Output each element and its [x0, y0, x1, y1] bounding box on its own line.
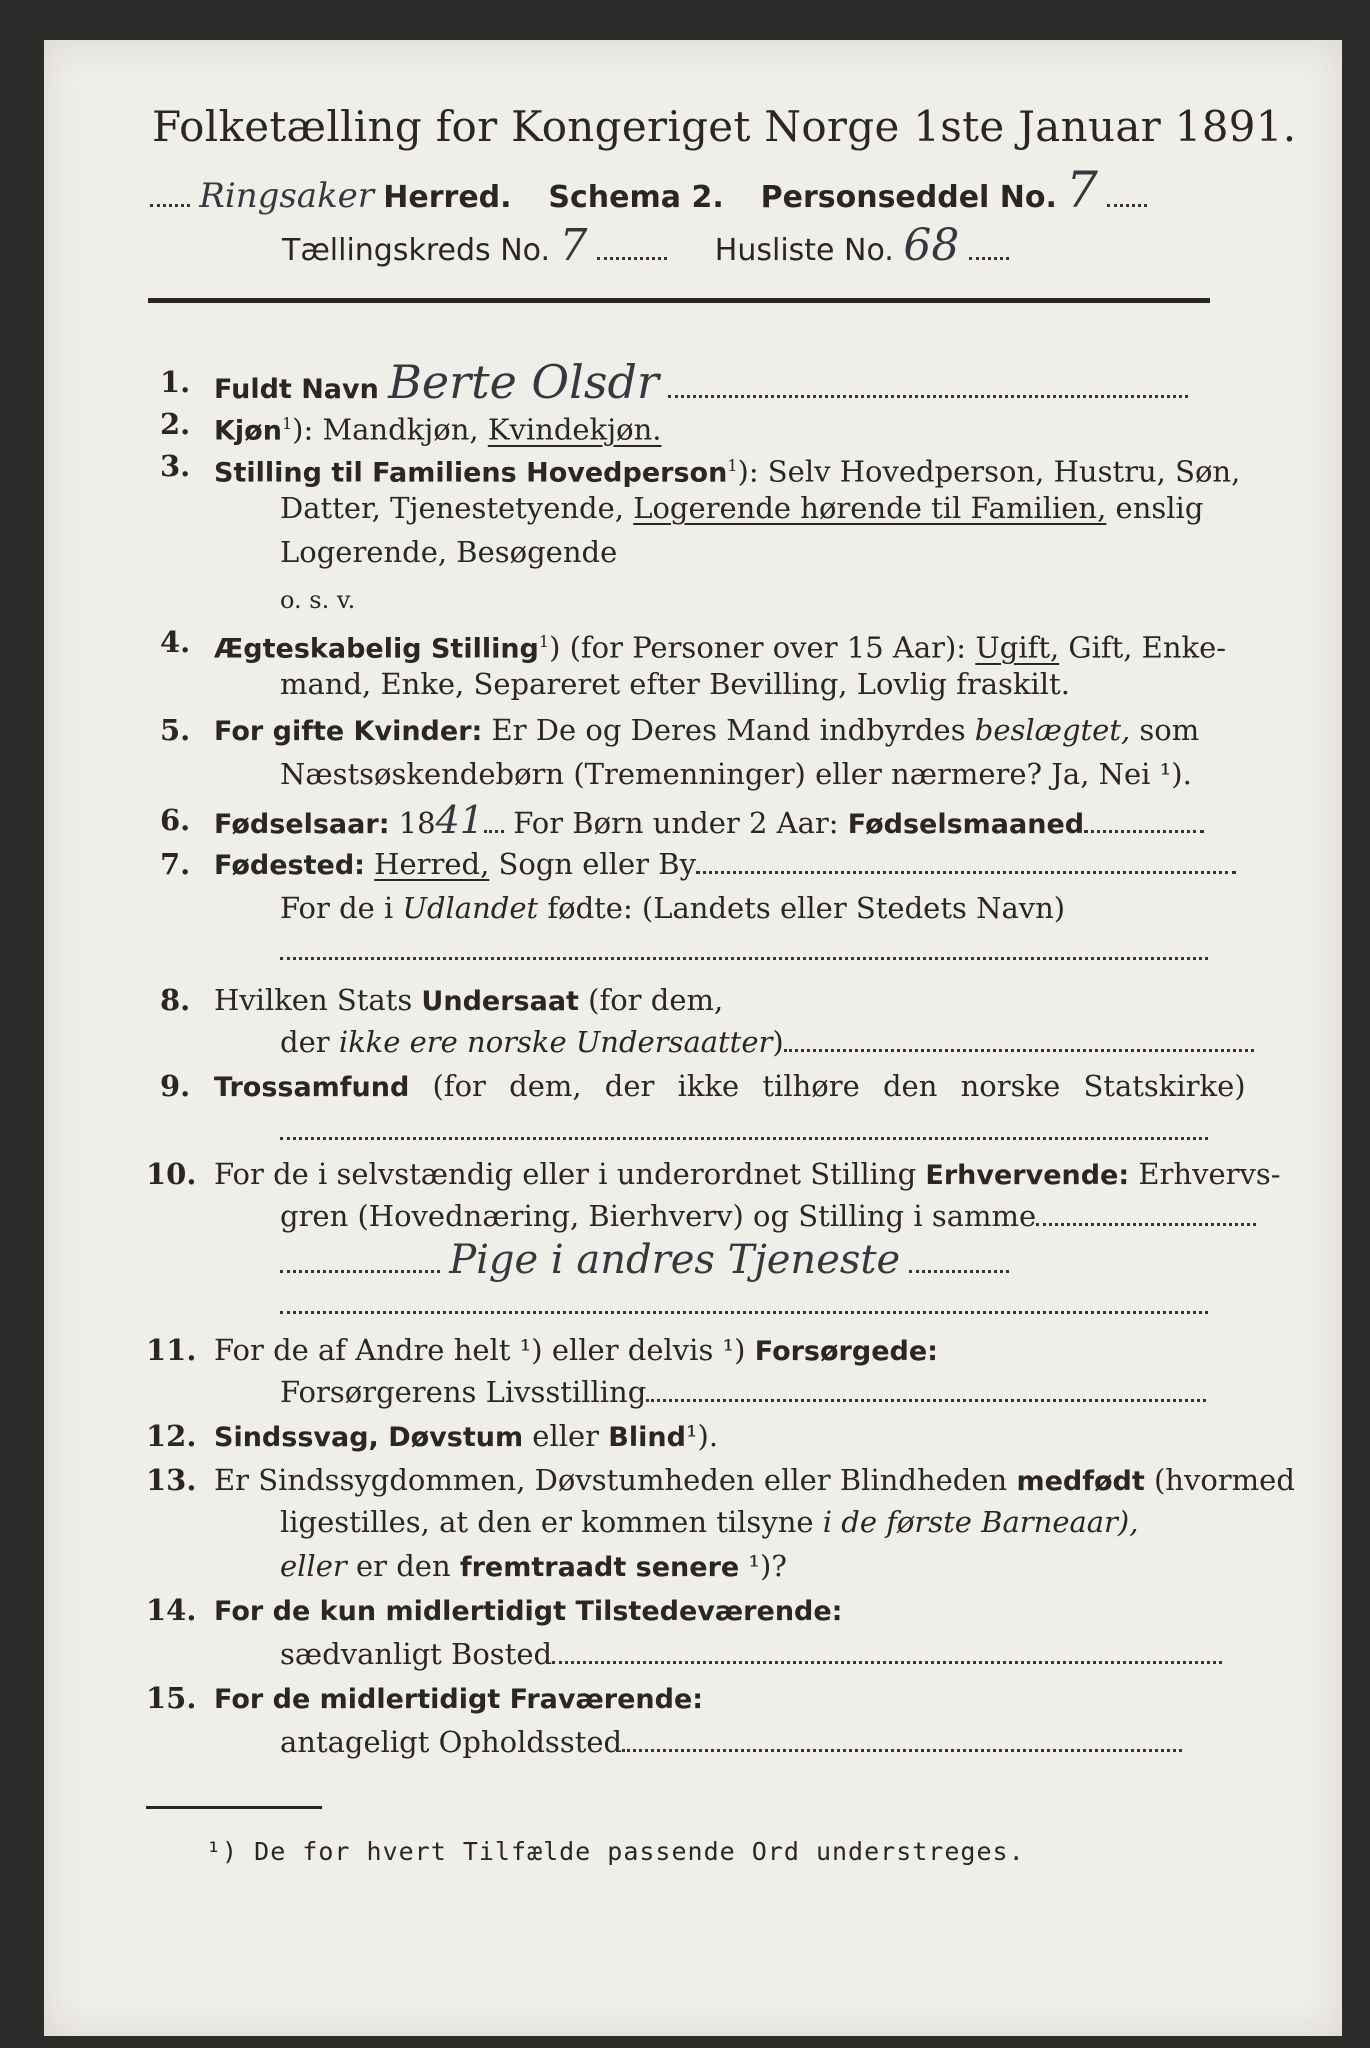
q5-text-b: som	[1130, 713, 1200, 747]
q13-text: Er Sindssygdommen, Døvstumheden eller Blindheden	[214, 1463, 1017, 1497]
q15-text: For de midlertidigt	[214, 1684, 510, 1715]
q6-value: 41	[435, 798, 484, 842]
q5-label: For gifte Kvinder:	[214, 716, 483, 747]
q3-line-4: o. s. v.	[280, 586, 356, 614]
q8-line2i: ikke ere norske Undersaatter	[338, 1025, 773, 1059]
q12-end: ¹).	[685, 1419, 719, 1453]
q13-text-b: (hvormed	[1144, 1463, 1295, 1497]
q13-line3i: eller	[280, 1549, 347, 1583]
q4-label: Ægteskabelig Stilling	[214, 633, 539, 665]
q6-label-b: Fødselsmaaned	[847, 809, 1085, 840]
footnote-rule	[146, 1806, 322, 1809]
q15-line-2	[280, 1722, 1182, 1762]
q4-text: ) (for Personer over 15 Aar):	[549, 630, 976, 665]
q10-text: For de i selvstændig eller i underordnet Stilling	[214, 1157, 926, 1191]
q8-line-2: der ikke ere norske Undersaatter)	[280, 1022, 1254, 1062]
q7-birthplace	[214, 844, 1236, 886]
q1-full-name	[214, 355, 1188, 410]
q13-line-3	[280, 1546, 787, 1588]
header-line-kreds	[282, 220, 1009, 271]
q14-line-2	[280, 1634, 1222, 1674]
q5-text: Er De og Deres Mand indbyrdes	[482, 713, 975, 747]
q3-selected: Logerende hørende til Familien,	[633, 491, 1107, 525]
item-number: 14.	[146, 1593, 197, 1627]
q1-label: Fuldt Navn	[214, 374, 379, 405]
q11-line2: Forsørgerens Livsstilling	[280, 1375, 647, 1409]
header-rule	[148, 298, 1210, 303]
q13-line-2	[280, 1502, 1138, 1542]
q8-text: Hvilken Stats	[214, 983, 422, 1017]
q5-married-women	[214, 710, 1199, 752]
q10-label: Erhvervende:	[925, 1160, 1130, 1191]
q15-line2: antageligt Opholdssted	[280, 1725, 623, 1759]
q4-marital-status: Ægteskabelig Stilling$^1$) (for Personer over 15 Aar): Ugift, Gift, Enke-	[214, 630, 1227, 665]
q11-line-2	[280, 1372, 1206, 1412]
q7-line2i: Udlandet	[402, 891, 539, 925]
q13-label: medfødt	[1016, 1466, 1145, 1497]
q14-line2: sædvanligt Bosted	[280, 1637, 553, 1671]
q15-temp-absent	[214, 1678, 703, 1720]
husliste-label: Husliste No.	[714, 233, 894, 268]
q11-text: For de af Andre helt ¹) eller delvis ¹)	[214, 1333, 755, 1367]
q11-label: Forsørgede:	[754, 1336, 938, 1367]
header-line-herred	[150, 161, 1147, 219]
item-number: 15.	[146, 1681, 197, 1715]
q7-line2a: For de i	[280, 891, 403, 925]
kreds-label: Tællingskreds No.	[282, 233, 550, 268]
q10-line2: gren (Hovednæring, Bierhverv) og Stilling i samme	[280, 1199, 1037, 1233]
q10-occupation	[214, 1154, 1281, 1196]
q9-text: (for dem, der ikke tilhøre den norske Statskirke)	[409, 1069, 1246, 1103]
item-number: 10.	[146, 1157, 197, 1191]
q2-selected: Kvindekjøn.	[487, 412, 662, 447]
item-number: 7.	[160, 847, 191, 881]
q7-text: Sogn eller By	[489, 847, 696, 881]
q8-citizenship	[214, 980, 723, 1022]
q10-line-2	[280, 1196, 1256, 1236]
q12-text: eller	[523, 1419, 609, 1453]
item-number: 11.	[146, 1333, 197, 1367]
q6-text-b: For Børn under 2 Aar:	[503, 806, 848, 840]
q3-line-2	[280, 488, 1203, 528]
q6-birth-year	[214, 800, 1204, 845]
q5-line-2: Næstsøskendebørn (Tremenninger) eller nærmere? Ja, Nei ¹).	[280, 757, 1192, 791]
q13-line2i: i de første Barneaar),	[822, 1505, 1139, 1539]
q10-value: Pige i andres Tjeneste	[449, 1237, 901, 1283]
q2-text: ): Mandkjøn,	[292, 412, 488, 447]
item-number: 13.	[146, 1463, 197, 1497]
q7-line-2	[280, 888, 1065, 928]
q3-line2a: Datter, Tjenestetyende,	[280, 491, 634, 525]
item-number: 3.	[160, 449, 191, 483]
q8-text-b: (for dem,	[578, 983, 724, 1017]
q7-blank-line	[280, 930, 1208, 970]
q10-blank-line	[280, 1284, 1208, 1324]
footnote: ¹) De for hvert Tilfælde passende Ord understreges.	[206, 1837, 1025, 1866]
q13-line2a: ligestilles, at den er kommen tilsyne	[280, 1505, 823, 1539]
item-number: 12.	[146, 1419, 197, 1453]
q2-label: Kjøn	[214, 415, 282, 447]
schema-label: Schema 2.	[548, 180, 724, 215]
item-number: 9.	[160, 1069, 191, 1103]
q8-label: Undersaat	[421, 986, 579, 1017]
q9-religion	[214, 1066, 1246, 1108]
personseddel-label: Personseddel No.	[760, 180, 1057, 215]
q10-text-b: Erhvervs-	[1129, 1157, 1281, 1191]
q13-line3a: er den	[346, 1549, 460, 1583]
q9-blank-line	[280, 1110, 1208, 1150]
q4-text-b: Gift, Enke-	[1059, 630, 1227, 665]
husliste-value: 68	[903, 220, 960, 271]
q5-italic: beslægtet,	[974, 713, 1131, 747]
q3-family-position: Stilling til Familiens Hovedperson$^1$): Selv Hovedperson, Hustru, Søn,	[214, 454, 1241, 489]
item-number: 1.	[160, 365, 191, 399]
q3-text: ): Selv Hovedperson, Hustru, Søn,	[737, 454, 1241, 489]
q11-supported	[214, 1330, 938, 1372]
q14-label: Tilstedeværende:	[575, 1596, 843, 1627]
q12-label-b: Blind	[608, 1422, 686, 1453]
form-title: Folketælling for Kongeriget Norge 1ste Januar 1891.	[152, 102, 1297, 151]
q12-disability	[214, 1416, 718, 1458]
item-number: 4.	[160, 625, 191, 659]
q14-text: For de kun midlertidigt	[214, 1596, 576, 1627]
q10-answer-line	[280, 1237, 1009, 1283]
personseddel-value: 7	[1066, 161, 1098, 219]
q3-line-3: Logerende, Besøgende	[280, 535, 618, 569]
q13-line3c: ¹)?	[739, 1549, 787, 1583]
q4-line-2: mand, Enke, Separeret efter Bevilling, Lovlig fraskilt.	[280, 667, 1070, 701]
q3-line2b: enslig	[1106, 491, 1204, 525]
q8-line2a: der	[280, 1025, 339, 1059]
item-number: 8.	[160, 983, 191, 1017]
q6-label: Fødselsaar:	[214, 809, 390, 840]
q7-selected: Herred,	[374, 847, 490, 881]
herred-label: Herred.	[383, 180, 512, 215]
q3-label: Stilling til Familiens Hovedperson	[214, 457, 728, 489]
q1-value: Berte Olsdr	[388, 355, 659, 409]
q6-prefix: 18	[389, 806, 436, 840]
item-number: 6.	[160, 803, 191, 837]
q7-line2b: fødte: (Landets eller Stedets Navn)	[538, 891, 1066, 925]
q13-line3b: fremtraadt senere	[459, 1552, 740, 1583]
item-number: 5.	[160, 713, 191, 747]
q13-congenital	[214, 1460, 1295, 1502]
q7-label: Fødested:	[214, 850, 365, 881]
q12-label: Sindssvag, Døvstum	[214, 1422, 524, 1453]
herred-handwritten: Ringsaker	[199, 176, 375, 216]
q9-label: Trossamfund	[214, 1072, 410, 1103]
q2-sex: Kjøn$^1$): Mandkjøn, Kvindekjøn.	[214, 412, 662, 447]
q14-temp-present	[214, 1590, 842, 1632]
kreds-value: 7	[559, 220, 588, 271]
q4-selected: Ugift,	[975, 630, 1060, 665]
q15-label: Fraværende:	[509, 1684, 704, 1715]
item-number: 2.	[160, 407, 191, 441]
